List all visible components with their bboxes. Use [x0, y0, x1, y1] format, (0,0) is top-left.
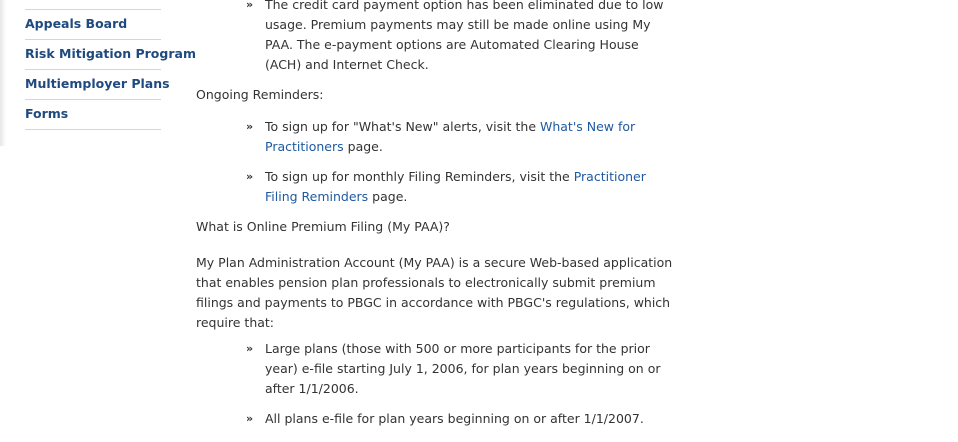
- reminder-text-suffix: page.: [368, 189, 408, 204]
- credit-card-list: [196, 0, 676, 75]
- sidebar-item-risk-mitigation-program[interactable]: Risk Mitigation Program: [25, 40, 161, 70]
- double-chevron-right-icon: »: [246, 412, 254, 425]
- main-content: [196, 0, 676, 439]
- what-is-my-paa-heading: What is Online Premium Filing (My PAA)?: [196, 219, 450, 234]
- sidebar-shadow: [0, 0, 6, 146]
- double-chevron-right-icon: »: [246, 0, 254, 11]
- sidebar-nav: [25, 9, 196, 130]
- list-item: [246, 117, 676, 157]
- list-item: [246, 0, 676, 75]
- reminder-text-prefix: To sign up for "What's New" alerts, visit the: [265, 119, 540, 134]
- sidebar: [0, 0, 196, 442]
- my-paa-description: My Plan Administration Account (My PAA) is a secure Web-based application that enables pension plan professionals to electronically submit premium filings and payments to PBGC in accordance with PBGC's regulations, which require that:: [196, 255, 673, 330]
- reminder-text-suffix: page.: [343, 139, 383, 154]
- requirement-text: Large plans (those with 500 or more participants for the prior year) e-file starting July 1, 2006, for plan years beginning on or after 1/1/2006.: [265, 341, 661, 396]
- requirement-text: All plans e-file for plan years beginning on or after 1/1/2007.: [265, 411, 644, 426]
- sidebar-item-appeals-board[interactable]: Appeals Board: [25, 10, 161, 40]
- double-chevron-right-icon: »: [246, 342, 254, 355]
- double-chevron-right-icon: »: [246, 170, 254, 183]
- practitioner-filing-reminders-link[interactable]: Practitioner Filing Reminders: [265, 169, 646, 204]
- reminders-list: [196, 117, 676, 207]
- double-chevron-right-icon: »: [246, 120, 254, 133]
- list-item: [246, 167, 676, 207]
- ongoing-reminders-heading: Ongoing Reminders:: [196, 87, 324, 102]
- whats-new-for-practitioners-link[interactable]: What's New for Practitioners: [265, 119, 636, 154]
- list-item: [246, 339, 676, 399]
- reminder-text-prefix: To sign up for monthly Filing Reminders, visit the: [265, 169, 574, 184]
- sidebar-item-multiemployer-plans[interactable]: Multiemployer Plans: [25, 70, 161, 100]
- list-item: [246, 409, 676, 429]
- sidebar-item-forms[interactable]: Forms: [25, 100, 161, 130]
- credit-card-note: The credit card payment option has been eliminated due to low usage. Premium payments may still be made online using My PAA. The e-payment options are Automated Clearing House (ACH) and Internet Check.: [265, 0, 664, 72]
- requirements-list: [196, 339, 676, 429]
